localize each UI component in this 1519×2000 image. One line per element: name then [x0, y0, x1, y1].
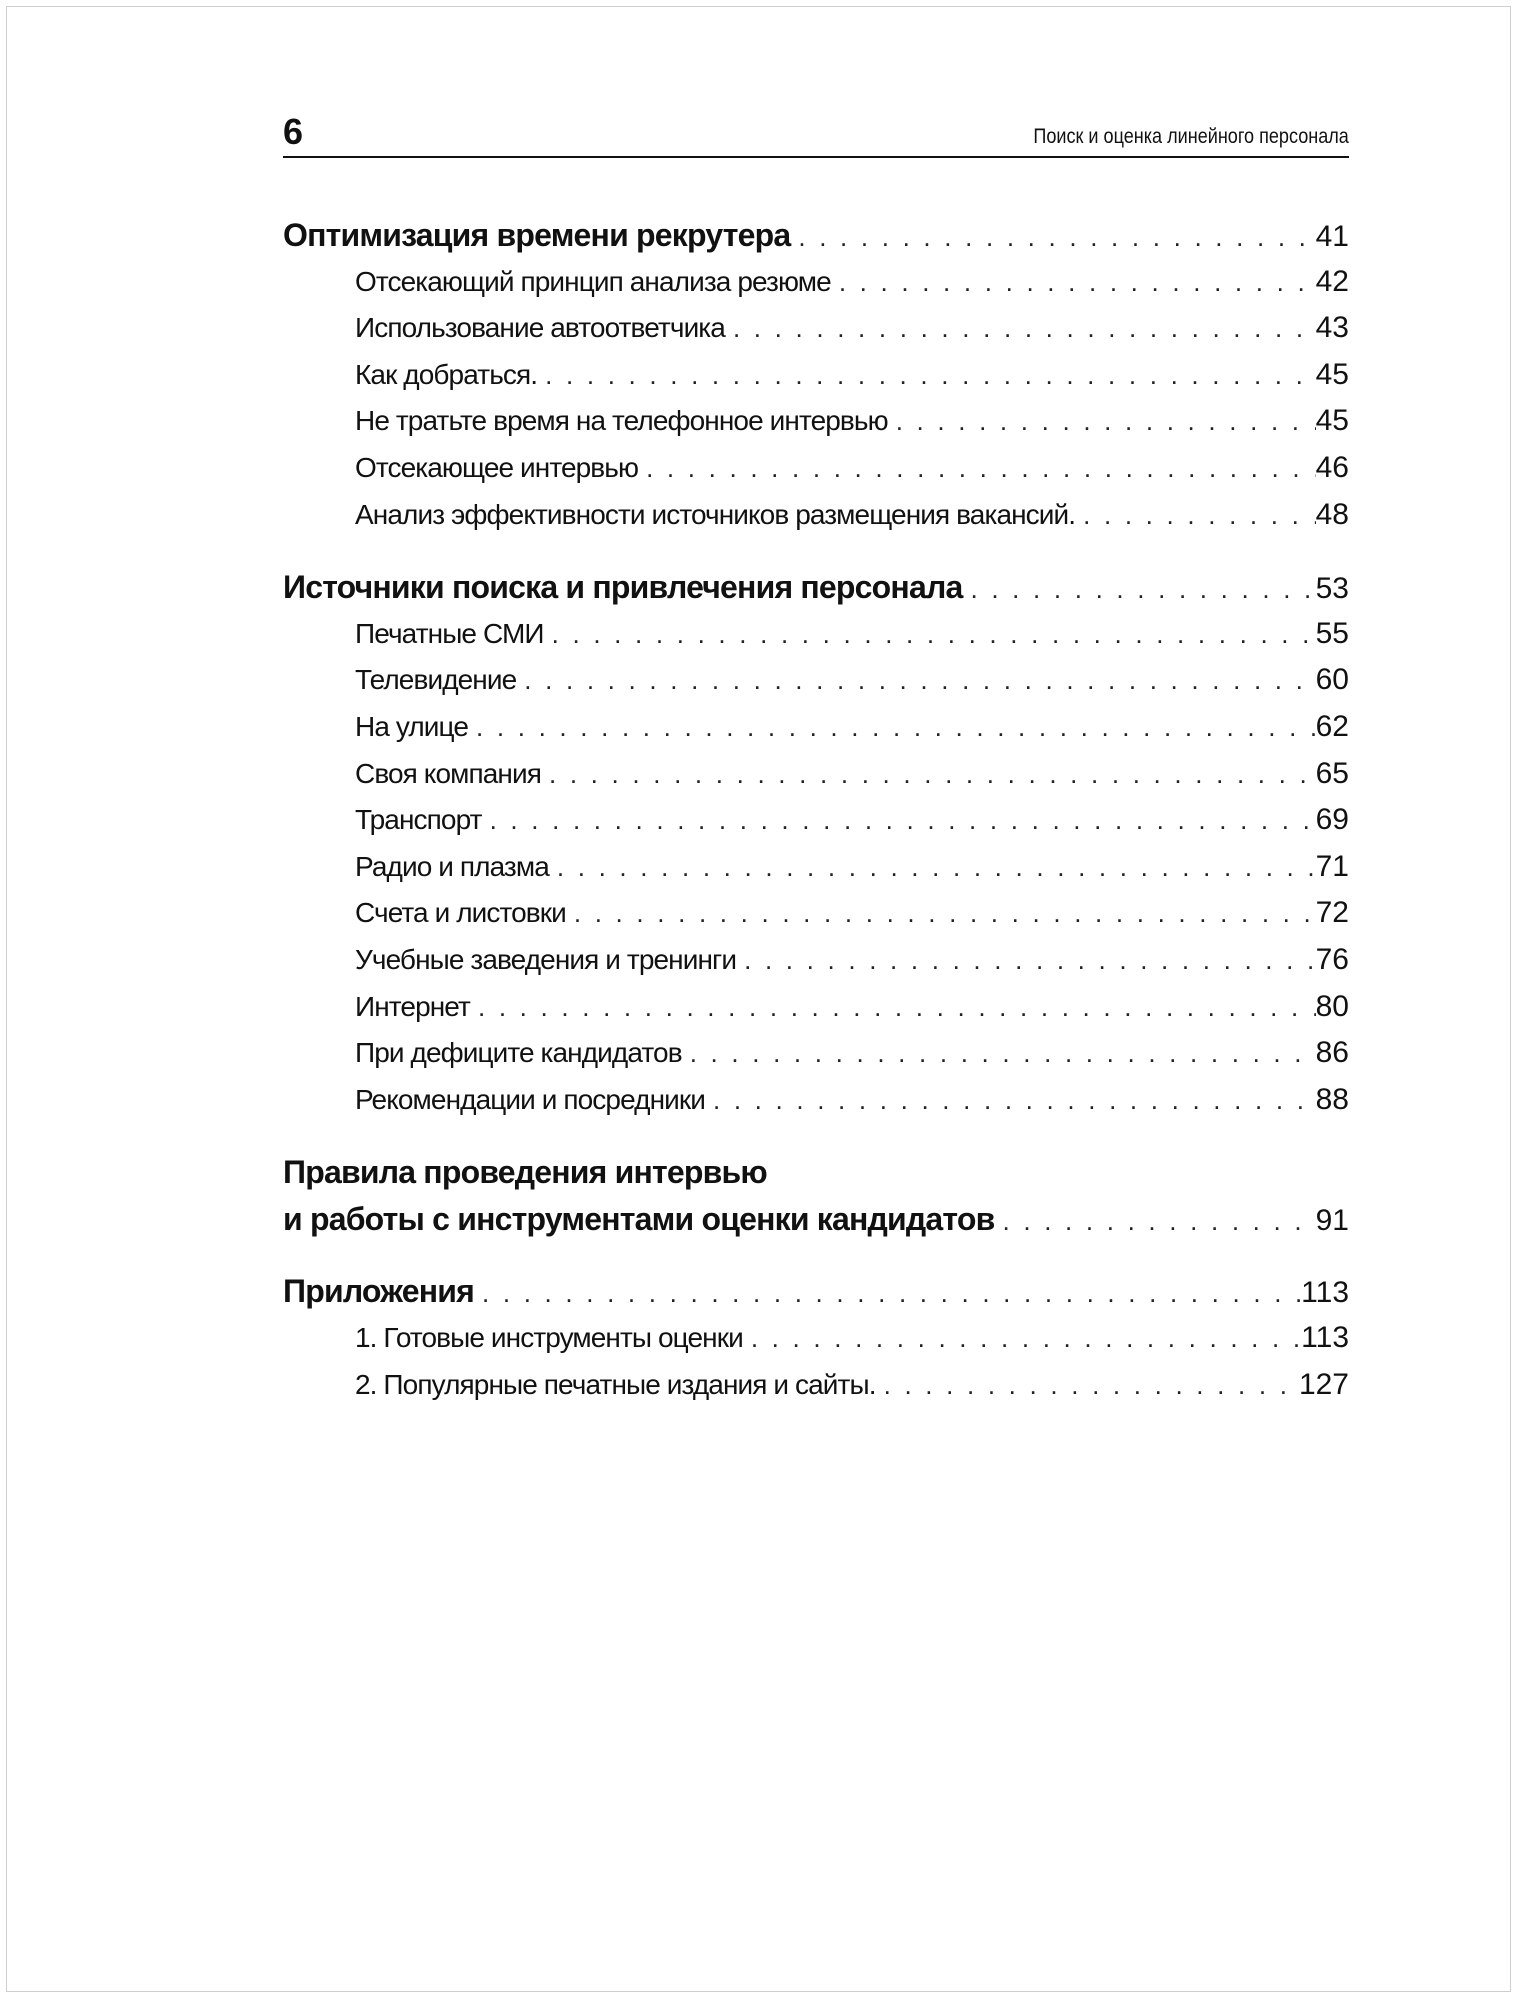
- running-title: Поиск и оценка линейного персонала: [1033, 125, 1349, 148]
- toc-heading-line-1[interactable]: [283, 1149, 1349, 1196]
- toc-entry-title: Счета и листовки: [355, 897, 566, 929]
- dot-leader: [537, 352, 1315, 399]
- dot-leader: [790, 214, 1315, 259]
- dot-leader: [544, 611, 1316, 658]
- toc-entry[interactable]: [283, 797, 1349, 844]
- toc-heading-title: Правила проведения интервью: [283, 1154, 767, 1191]
- toc-heading-title: Приложения: [283, 1273, 474, 1310]
- toc-entry-title: При дефиците кандидатов: [355, 1037, 682, 1069]
- toc-entry-title: Отсекающее интервью: [355, 451, 639, 483]
- toc-entry-title: Использование автоответчика: [355, 312, 725, 344]
- toc-entry[interactable]: [283, 1030, 1349, 1077]
- toc-page-number: 113: [1301, 1321, 1349, 1355]
- toc-entry-title: Телевидение: [355, 664, 517, 696]
- toc-page-number: 76: [1315, 942, 1349, 976]
- toc-entry[interactable]: [283, 751, 1349, 798]
- toc-entry[interactable]: [283, 1315, 1349, 1362]
- toc-entry[interactable]: [283, 1362, 1349, 1409]
- toc-page-number: 72: [1315, 896, 1349, 930]
- toc-page-number: 55: [1315, 616, 1349, 650]
- dot-leader: [482, 797, 1316, 844]
- dot-leader: [468, 704, 1316, 751]
- toc-heading[interactable]: [283, 1268, 1349, 1315]
- toc-page-number: 113: [1301, 1276, 1349, 1310]
- dot-leader: [682, 1030, 1316, 1077]
- toc-entry[interactable]: [283, 704, 1349, 751]
- toc-heading-title: Источники поиска и привлечения персонала: [283, 569, 963, 606]
- toc-heading-title: и работы с инструментами оценки кандидатов: [283, 1200, 995, 1237]
- toc-section-interview-rules: [283, 1149, 1349, 1242]
- toc-page-number: 60: [1315, 663, 1349, 697]
- toc-page-number: 41: [1315, 220, 1349, 253]
- toc-section-sources: [283, 564, 1349, 1123]
- toc-entry[interactable]: [283, 984, 1349, 1031]
- toc-heading-line-2[interactable]: [283, 1196, 1349, 1243]
- dot-leader: [705, 1077, 1316, 1124]
- toc-page-number: 53: [1315, 572, 1349, 606]
- dot-leader: [876, 1362, 1299, 1409]
- toc-page-number: 48: [1315, 497, 1349, 531]
- dot-leader: [962, 566, 1315, 611]
- dot-leader: [725, 305, 1316, 352]
- dot-leader: [638, 445, 1316, 492]
- toc-entry[interactable]: [283, 844, 1349, 891]
- toc-page-number: 42: [1315, 264, 1349, 298]
- toc-entry-title: Анализ эффективности источников размещения вакансий.: [355, 498, 1076, 530]
- toc-page-number: 71: [1315, 849, 1349, 883]
- dot-leader: [541, 751, 1316, 798]
- toc-page-number: 62: [1315, 709, 1349, 743]
- dot-leader: [549, 844, 1316, 891]
- toc-entry-title: Учебные заведения и тренинги: [355, 943, 737, 975]
- dot-leader: [1075, 492, 1315, 539]
- toc-entry[interactable]: [283, 657, 1349, 704]
- toc-page-number: 127: [1298, 1367, 1349, 1401]
- dot-leader: [474, 1270, 1301, 1315]
- running-header: [283, 110, 1349, 158]
- toc-entry-title: На улице: [355, 710, 469, 742]
- toc-entry[interactable]: [283, 492, 1349, 539]
- dot-leader: [831, 259, 1316, 306]
- toc-page-number: 45: [1315, 357, 1349, 391]
- dot-leader: [995, 1198, 1316, 1243]
- toc-entry-title: 1. Готовые инструменты оценки: [355, 1322, 743, 1354]
- toc-entry-title: Отсекающий принцип анализа резюме: [355, 265, 831, 297]
- toc-heading[interactable]: [283, 212, 1349, 259]
- toc-entry-title: 2. Популярные печатные издания и сайты.: [355, 1368, 876, 1400]
- toc-entry-title: Рекомендации и посредники: [355, 1083, 705, 1115]
- toc-entry-title: Не тратьте время на телефонное интервью: [355, 405, 888, 437]
- toc-entry-title: Радио и плазма: [355, 850, 549, 882]
- toc-entry[interactable]: [283, 352, 1349, 399]
- dot-leader: [743, 1315, 1301, 1362]
- toc-page-number: 65: [1315, 756, 1349, 790]
- toc-page-number: 86: [1315, 1036, 1349, 1070]
- dot-leader: [888, 398, 1316, 445]
- dot-leader: [566, 890, 1316, 937]
- dot-leader: [516, 657, 1315, 704]
- page-number: 6: [283, 111, 304, 152]
- toc-entry-title: Интернет: [355, 990, 470, 1022]
- toc-entry-title: Как добраться.: [355, 358, 538, 390]
- toc-page-number: 80: [1315, 989, 1349, 1023]
- toc-entry[interactable]: [283, 398, 1349, 445]
- toc-entry[interactable]: [283, 1077, 1349, 1124]
- toc-entry[interactable]: [283, 611, 1349, 658]
- toc-entry[interactable]: [283, 305, 1349, 352]
- toc-page-number: 88: [1315, 1082, 1349, 1116]
- toc-entry[interactable]: [283, 445, 1349, 492]
- toc-page-number: 46: [1315, 450, 1349, 484]
- dot-leader: [470, 984, 1316, 1031]
- toc-entry[interactable]: [283, 890, 1349, 937]
- toc-entry-title: Печатные СМИ: [355, 617, 544, 649]
- toc-entry[interactable]: [283, 259, 1349, 306]
- toc-heading[interactable]: [283, 564, 1349, 611]
- toc-page-number: 91: [1315, 1203, 1349, 1237]
- toc-page-number: 45: [1315, 404, 1349, 438]
- toc-entry-title: Своя компания: [355, 757, 541, 789]
- toc-section-recruiter-time: [283, 212, 1349, 538]
- toc-page-number: 69: [1315, 803, 1349, 837]
- toc-entry[interactable]: [283, 937, 1349, 984]
- toc-entry-title: Транспорт: [355, 804, 482, 836]
- dot-leader: [736, 937, 1316, 984]
- toc-page-number: 43: [1315, 311, 1349, 345]
- table-of-contents: [283, 212, 1349, 1434]
- toc-section-appendices: [283, 1268, 1349, 1408]
- toc-heading-title: Оптимизация времени рекрутера: [283, 217, 791, 253]
